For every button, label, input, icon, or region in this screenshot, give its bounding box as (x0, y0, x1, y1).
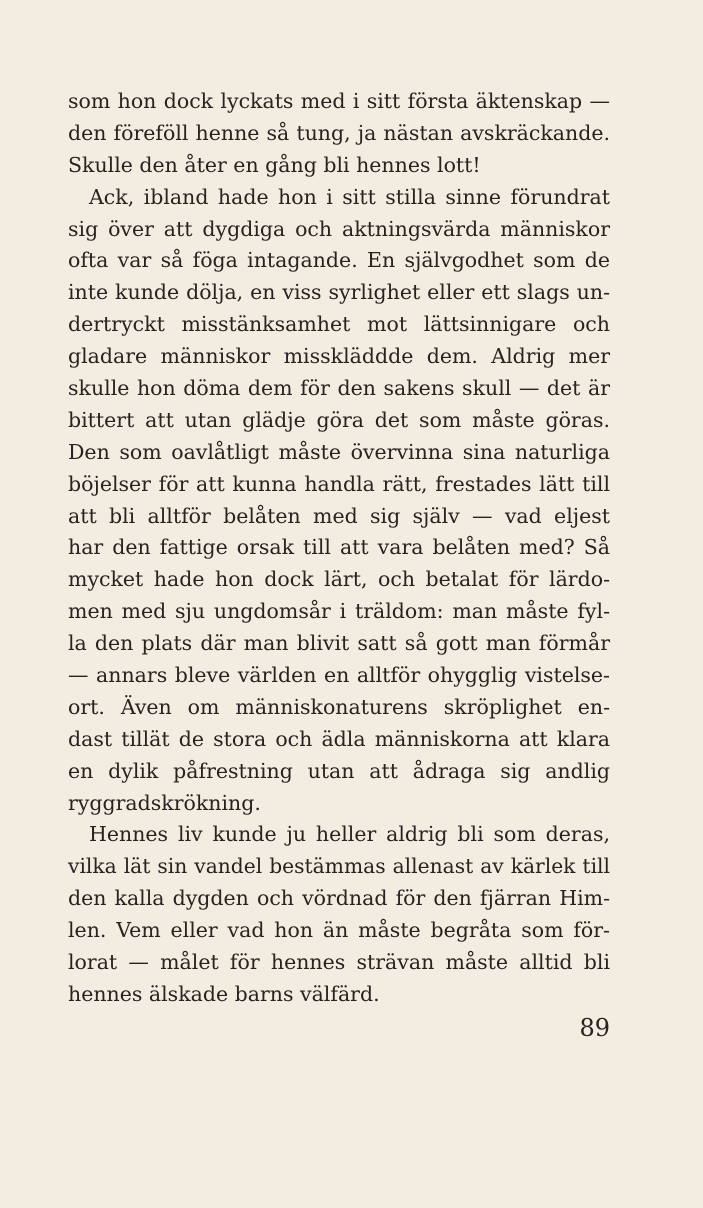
text-line: bittert att utan glädje göra det som måste göras. (68, 407, 610, 432)
text-line: lorat — målet för hennes strävan måste alltid bli (68, 950, 610, 975)
text-line: den kalla dygden och vördnad för den fjärran Him- (68, 886, 610, 911)
text-line: dast tillät de stora och ädla människorna att klara (68, 726, 610, 751)
text-line: vilka lät sin vandel bestämmas allenast av kärlek till (68, 854, 610, 879)
text-line: hennes älskade barns välfärd. (68, 981, 380, 1006)
text-line: ofta var så föga intagande. En självgodhet som de (68, 248, 610, 273)
body-text (68, 86, 610, 1011)
text-line: en dylik påfrestning utan att ådraga sig andlig (68, 758, 610, 783)
text-line: — annars bleve världen en alltför ohygglig vistelse- (68, 663, 610, 688)
text-line: som hon dock lyckats med i sitt första äktenskap — (68, 89, 610, 113)
text-line: ort. Även om människonaturens skröplighet en- (68, 694, 610, 719)
text-line: den föreföll henne så tung, ja nästan avskräckande. (68, 120, 610, 145)
text-line: böjelser för att kunna handla rätt, frestades lätt till (68, 471, 610, 496)
text-line: Ack, ibland hade hon i sitt stilla sinne förundrat (89, 184, 610, 209)
text-line: inte kunde dölja, en viss syrlighet eller ett slags un- (68, 280, 610, 305)
text-line: la den plats där man blivit satt så gott man förmår (68, 631, 610, 656)
text-line: Hennes liv kunde ju heller aldrig bli som deras, (89, 822, 610, 847)
text-line: mycket hade hon dock lärt, och betalat för lärdo- (68, 567, 610, 592)
text-line: ryggradskrökning. (68, 790, 261, 815)
text-line: Den som oavlåtligt måste övervinna sina naturliga (68, 439, 610, 464)
page-number: 89 (579, 1014, 610, 1042)
text-line: Skulle den åter en gång bli hennes lott! (68, 152, 481, 177)
text-line: skulle hon döma dem för den sakens skull — det är (68, 376, 610, 401)
text-line: dertryckt misstänksamhet mot lättsinnigare och (68, 312, 610, 337)
text-line: gladare människor misskläddde dem. Aldrig mer (68, 344, 610, 369)
text-line: len. Vem eller vad hon än måste begråta som för- (68, 918, 610, 943)
text-line: men med sju ungdomsår i träldom: man måste fyl- (68, 599, 610, 624)
text-line: att bli alltför belåten med sig själv — vad eljest (68, 503, 610, 528)
text-line: sig över att dygdiga och aktningsvärda människor (68, 216, 610, 241)
text-line: har den fattige orsak till att vara belåten med? Så (68, 535, 610, 560)
